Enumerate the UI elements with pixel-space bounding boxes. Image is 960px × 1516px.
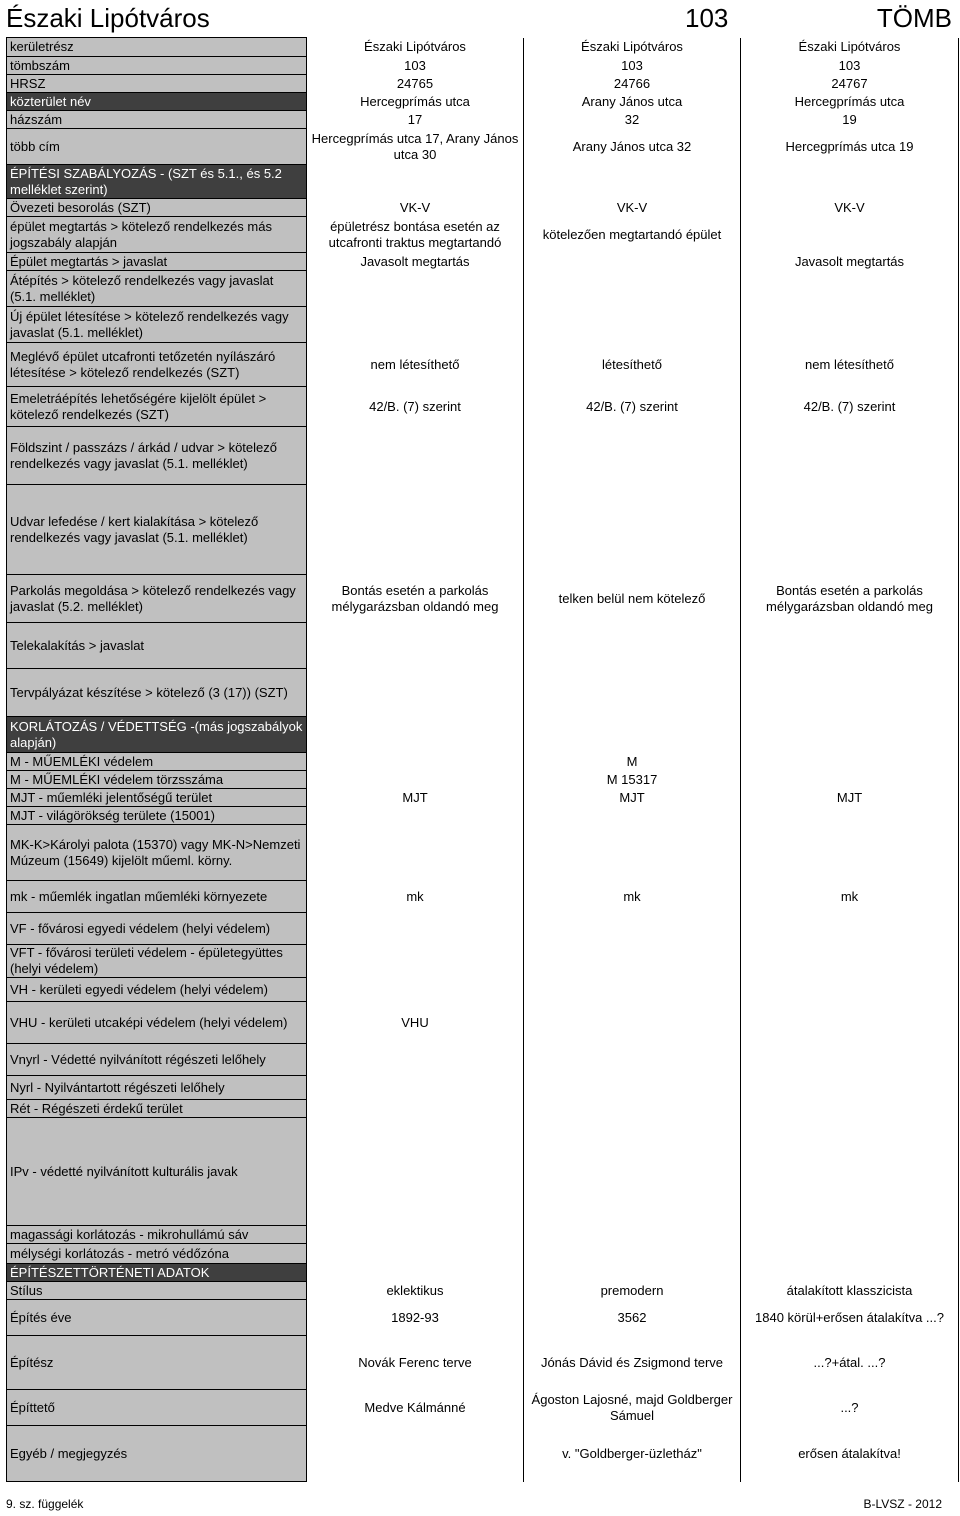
row-value-3 bbox=[741, 1244, 959, 1264]
row-value-2: mk bbox=[524, 881, 741, 913]
row-value-3 bbox=[741, 217, 959, 253]
row-value-2: 32 bbox=[524, 111, 741, 129]
row-value-1: Hercegprímás utca bbox=[307, 93, 524, 111]
row-value-2: kötelezően megtartandó épület bbox=[524, 217, 741, 253]
row-value-1: 42/B. (7) szerint bbox=[307, 387, 524, 427]
row-label: MK-K>Károlyi palota (15370) vagy MK-N>Nemzeti Múzeum (15649) kijelölt műeml. körny. bbox=[7, 825, 307, 881]
row-value-1: VHU bbox=[307, 1002, 524, 1044]
row-value-3: Hercegprímás utca 19 bbox=[741, 129, 959, 165]
row-label: M - MŰEMLÉKI védelem törzsszáma bbox=[7, 771, 307, 789]
row-value-3 bbox=[741, 307, 959, 343]
row-value-3 bbox=[741, 1044, 959, 1076]
row-value-2 bbox=[524, 623, 741, 669]
table-row bbox=[7, 427, 959, 485]
table-row bbox=[7, 38, 959, 57]
row-value-1 bbox=[307, 623, 524, 669]
row-label: Épület megtartás > javaslat bbox=[7, 253, 307, 271]
table-row bbox=[7, 1100, 959, 1118]
table-row bbox=[7, 669, 959, 717]
table-row bbox=[7, 1282, 959, 1300]
row-value-1: Hercegprímás utca 17, Arany János utca 30 bbox=[307, 129, 524, 165]
row-value-1: MJT bbox=[307, 789, 524, 807]
table-row bbox=[7, 807, 959, 825]
row-value-3 bbox=[741, 807, 959, 825]
row-value-3: Északi Lipótváros bbox=[741, 38, 959, 57]
table-row bbox=[7, 753, 959, 771]
row-value-2: Arany János utca 32 bbox=[524, 129, 741, 165]
row-label: épület megtartás > kötelező rendelkezés más jogszabály alapján bbox=[7, 217, 307, 253]
table-row bbox=[7, 57, 959, 75]
row-value-2 bbox=[524, 807, 741, 825]
row-value-2: 103 bbox=[524, 57, 741, 75]
row-label: VF - fővárosi egyedi védelem (helyi védelem) bbox=[7, 913, 307, 945]
row-value-2 bbox=[524, 825, 741, 881]
row-value-2: 42/B. (7) szerint bbox=[524, 387, 741, 427]
row-value-3 bbox=[741, 165, 959, 199]
row-value-2 bbox=[524, 669, 741, 717]
row-value-3: MJT bbox=[741, 789, 959, 807]
row-label: IPv - védetté nyilvánított kulturális javak bbox=[7, 1118, 307, 1226]
row-value-1 bbox=[307, 1118, 524, 1226]
row-label: Építész bbox=[7, 1336, 307, 1390]
table-row bbox=[7, 387, 959, 427]
table-row bbox=[7, 1044, 959, 1076]
row-label: Vnyrl - Védetté nyilvánított régészeti lelőhely bbox=[7, 1044, 307, 1076]
row-label: MJT - műemléki jelentőségű terület bbox=[7, 789, 307, 807]
row-value-1: Bontás esetén a parkolás mélygarázsban oldandó meg bbox=[307, 575, 524, 623]
row-label: VHU - kerületi utcaképi védelem (helyi védelem) bbox=[7, 1002, 307, 1044]
row-label: VH - kerületi egyedi védelem (helyi védelem) bbox=[7, 978, 307, 1002]
row-value-2: M 15317 bbox=[524, 771, 741, 789]
row-value-1 bbox=[307, 1044, 524, 1076]
row-value-2: 3562 bbox=[524, 1300, 741, 1336]
table-row bbox=[7, 485, 959, 575]
row-value-1 bbox=[307, 1100, 524, 1118]
row-value-3 bbox=[741, 1118, 959, 1226]
row-label: közterület név bbox=[7, 93, 307, 111]
row-value-1 bbox=[307, 1244, 524, 1264]
row-value-3: 19 bbox=[741, 111, 959, 129]
page-title: Északi Lipótváros bbox=[6, 3, 210, 33]
table-row bbox=[7, 165, 959, 199]
row-value-3 bbox=[741, 427, 959, 485]
row-label: Parkolás megoldása > kötelező rendelkezés vagy javaslat (5.2. melléklet) bbox=[7, 575, 307, 623]
row-value-1 bbox=[307, 1426, 524, 1482]
table-row bbox=[7, 789, 959, 807]
row-value-2: MJT bbox=[524, 789, 741, 807]
row-label: Meglévő épület utcafronti tetőzetén nyílászáró létesítése > kötelező rendelkezés (SZT) bbox=[7, 343, 307, 387]
table-row bbox=[7, 1336, 959, 1390]
row-value-3 bbox=[741, 771, 959, 789]
row-label: Udvar lefedése / kert kialakítása > kötelező rendelkezés vagy javaslat (5.1. melléklet) bbox=[7, 485, 307, 575]
row-value-2: VK-V bbox=[524, 199, 741, 217]
table-row bbox=[7, 217, 959, 253]
table-row bbox=[7, 1300, 959, 1336]
row-value-3: nem létesíthető bbox=[741, 343, 959, 387]
row-label: Emeletráépítés lehetőségére kijelölt épület > kötelező rendelkezés (SZT) bbox=[7, 387, 307, 427]
table-row bbox=[7, 253, 959, 271]
row-value-2: premodern bbox=[524, 1282, 741, 1300]
row-label: Stílus bbox=[7, 1282, 307, 1300]
row-value-1 bbox=[307, 307, 524, 343]
table-body bbox=[7, 38, 959, 1482]
row-value-1: épületrész bontása esetén az utcafronti traktus megtartandó bbox=[307, 217, 524, 253]
row-label: Átépítés > kötelező rendelkezés vagy javaslat (5.1. melléklet) bbox=[7, 271, 307, 307]
row-value-3 bbox=[741, 1226, 959, 1244]
row-label: Nyrl - Nyilvántartott régészeti lelőhely bbox=[7, 1076, 307, 1100]
row-value-2: Északi Lipótváros bbox=[524, 38, 741, 57]
row-value-1: eklektikus bbox=[307, 1282, 524, 1300]
row-label: Egyéb / megjegyzés bbox=[7, 1426, 307, 1482]
row-label: ÉPÍTÉSI SZABÁLYOZÁS - (SZT és 5.1., és 5.2 melléklet szerint) bbox=[7, 165, 307, 199]
row-value-2 bbox=[524, 1044, 741, 1076]
page-header bbox=[0, 0, 960, 36]
row-label: Telekalakítás > javaslat bbox=[7, 623, 307, 669]
table-row bbox=[7, 1226, 959, 1244]
row-value-2 bbox=[524, 913, 741, 945]
row-label: Földszint / passzázs / árkád / udvar > kötelező rendelkezés vagy javaslat (5.1. melléklet) bbox=[7, 427, 307, 485]
row-label: Építés éve bbox=[7, 1300, 307, 1336]
row-value-2 bbox=[524, 945, 741, 978]
table-row bbox=[7, 1426, 959, 1482]
row-value-3: ...?+átal. ...? bbox=[741, 1336, 959, 1390]
row-label: házszám bbox=[7, 111, 307, 129]
row-label: tömbszám bbox=[7, 57, 307, 75]
table-row bbox=[7, 307, 959, 343]
row-value-1: Javasolt megtartás bbox=[307, 253, 524, 271]
row-value-1: mk bbox=[307, 881, 524, 913]
table-row bbox=[7, 1118, 959, 1226]
row-value-1 bbox=[307, 825, 524, 881]
row-value-2 bbox=[524, 1244, 741, 1264]
row-value-2 bbox=[524, 1118, 741, 1226]
row-value-3 bbox=[741, 271, 959, 307]
row-value-1 bbox=[307, 485, 524, 575]
row-value-3: átalakított klasszicista bbox=[741, 1282, 959, 1300]
footer-left: 9. sz. függelék bbox=[6, 1497, 84, 1511]
row-value-1 bbox=[307, 669, 524, 717]
block-word: TÖMB bbox=[876, 3, 952, 33]
table-row bbox=[7, 1264, 959, 1282]
row-label: mk - műemlék ingatlan műemléki környezete bbox=[7, 881, 307, 913]
row-value-3 bbox=[741, 485, 959, 575]
row-value-2: 24766 bbox=[524, 75, 741, 93]
row-value-3 bbox=[741, 1264, 959, 1282]
row-value-3: 42/B. (7) szerint bbox=[741, 387, 959, 427]
row-value-3: 1840 körül+erősen átalakítva ...? bbox=[741, 1300, 959, 1336]
row-label: Övezeti besorolás (SZT) bbox=[7, 199, 307, 217]
row-value-2 bbox=[524, 1076, 741, 1100]
row-label: Új épület létesítése > kötelező rendelkezés vagy javaslat (5.1. melléklet) bbox=[7, 307, 307, 343]
row-value-2 bbox=[524, 1264, 741, 1282]
row-value-1 bbox=[307, 271, 524, 307]
row-value-2 bbox=[524, 978, 741, 1002]
footer-right: B-LVSZ - 2012 bbox=[863, 1497, 942, 1511]
row-value-3: Bontás esetén a parkolás mélygarázsban oldandó meg bbox=[741, 575, 959, 623]
row-value-1 bbox=[307, 945, 524, 978]
row-label: Rét - Régészeti érdekű terület bbox=[7, 1100, 307, 1118]
row-value-2 bbox=[524, 485, 741, 575]
row-value-1: Medve Kálmánné bbox=[307, 1390, 524, 1426]
row-value-3 bbox=[741, 913, 959, 945]
table-row bbox=[7, 717, 959, 753]
row-label: több cím bbox=[7, 129, 307, 165]
table-row bbox=[7, 343, 959, 387]
row-value-2 bbox=[524, 307, 741, 343]
table-row bbox=[7, 1076, 959, 1100]
row-value-2: Jónás Dávid és Zsigmond terve bbox=[524, 1336, 741, 1390]
row-label: kerületrész bbox=[7, 38, 307, 57]
table-row bbox=[7, 825, 959, 881]
row-value-3: erősen átalakítva! bbox=[741, 1426, 959, 1482]
row-value-2 bbox=[524, 1100, 741, 1118]
row-value-1: 103 bbox=[307, 57, 524, 75]
row-value-3: Javasolt megtartás bbox=[741, 253, 959, 271]
table-row bbox=[7, 1390, 959, 1426]
row-value-2: létesíthető bbox=[524, 343, 741, 387]
table-row bbox=[7, 913, 959, 945]
row-value-2 bbox=[524, 1226, 741, 1244]
row-value-1 bbox=[307, 771, 524, 789]
row-value-1: Északi Lipótváros bbox=[307, 38, 524, 57]
row-label: VFT - fővárosi területi védelem - épületegyüttes (helyi védelem) bbox=[7, 945, 307, 978]
table-row bbox=[7, 199, 959, 217]
row-value-1 bbox=[307, 1264, 524, 1282]
row-value-1 bbox=[307, 807, 524, 825]
row-value-3 bbox=[741, 623, 959, 669]
table-row bbox=[7, 111, 959, 129]
table-row bbox=[7, 771, 959, 789]
row-value-1 bbox=[307, 1076, 524, 1100]
row-value-3 bbox=[741, 945, 959, 978]
row-value-3 bbox=[741, 717, 959, 753]
table-row bbox=[7, 93, 959, 111]
row-value-2 bbox=[524, 427, 741, 485]
row-value-3 bbox=[741, 669, 959, 717]
row-value-3 bbox=[741, 825, 959, 881]
row-value-3: ...? bbox=[741, 1390, 959, 1426]
row-label: ÉPÍTÉSZETTÖRTÉNETI ADATOK bbox=[7, 1264, 307, 1282]
row-value-1: VK-V bbox=[307, 199, 524, 217]
row-value-2 bbox=[524, 717, 741, 753]
table-row bbox=[7, 1002, 959, 1044]
table-row bbox=[7, 271, 959, 307]
row-value-2 bbox=[524, 1002, 741, 1044]
row-value-3: mk bbox=[741, 881, 959, 913]
data-table bbox=[6, 37, 959, 1482]
row-value-3: VK-V bbox=[741, 199, 959, 217]
table-row bbox=[7, 945, 959, 978]
row-label: Építtető bbox=[7, 1390, 307, 1426]
row-value-3 bbox=[741, 1076, 959, 1100]
row-label: HRSZ bbox=[7, 75, 307, 93]
row-value-3: 24767 bbox=[741, 75, 959, 93]
block-number: 103 bbox=[685, 3, 729, 33]
row-value-1 bbox=[307, 427, 524, 485]
row-value-2: M bbox=[524, 753, 741, 771]
table-row bbox=[7, 881, 959, 913]
row-label: MJT - világörökség területe (15001) bbox=[7, 807, 307, 825]
row-value-1: nem létesíthető bbox=[307, 343, 524, 387]
row-value-2 bbox=[524, 271, 741, 307]
row-value-2 bbox=[524, 165, 741, 199]
row-label: KORLÁTOZÁS / VÉDETTSÉG -(más jogszabályok alapján) bbox=[7, 717, 307, 753]
row-value-1 bbox=[307, 978, 524, 1002]
row-value-1: 1892-93 bbox=[307, 1300, 524, 1336]
row-label: mélységi korlátozás - metró védőzóna bbox=[7, 1244, 307, 1264]
row-value-3 bbox=[741, 1002, 959, 1044]
row-value-1 bbox=[307, 753, 524, 771]
row-value-2 bbox=[524, 253, 741, 271]
row-value-3 bbox=[741, 978, 959, 1002]
row-label: M - MŰEMLÉKI védelem bbox=[7, 753, 307, 771]
row-value-3: Hercegprímás utca bbox=[741, 93, 959, 111]
row-value-1 bbox=[307, 165, 524, 199]
table-row bbox=[7, 623, 959, 669]
row-value-1 bbox=[307, 1226, 524, 1244]
table-row bbox=[7, 1244, 959, 1264]
row-value-3: 103 bbox=[741, 57, 959, 75]
table-row bbox=[7, 75, 959, 93]
row-value-1 bbox=[307, 717, 524, 753]
row-value-3 bbox=[741, 1100, 959, 1118]
row-value-3 bbox=[741, 753, 959, 771]
row-value-1: 17 bbox=[307, 111, 524, 129]
row-value-1: 24765 bbox=[307, 75, 524, 93]
row-value-2: Ágoston Lajosné, majd Goldberger Sámuel bbox=[524, 1390, 741, 1426]
row-value-1: Novák Ferenc terve bbox=[307, 1336, 524, 1390]
row-label: magassági korlátozás - mikrohullámú sáv bbox=[7, 1226, 307, 1244]
row-value-1 bbox=[307, 913, 524, 945]
table-row bbox=[7, 129, 959, 165]
table-row bbox=[7, 978, 959, 1002]
row-value-2: v. "Goldberger-üzletház" bbox=[524, 1426, 741, 1482]
row-value-2: Arany János utca bbox=[524, 93, 741, 111]
table-row bbox=[7, 575, 959, 623]
row-label: Tervpályázat készítése > kötelező (3 (17)) (SZT) bbox=[7, 669, 307, 717]
row-value-2: telken belül nem kötelező bbox=[524, 575, 741, 623]
